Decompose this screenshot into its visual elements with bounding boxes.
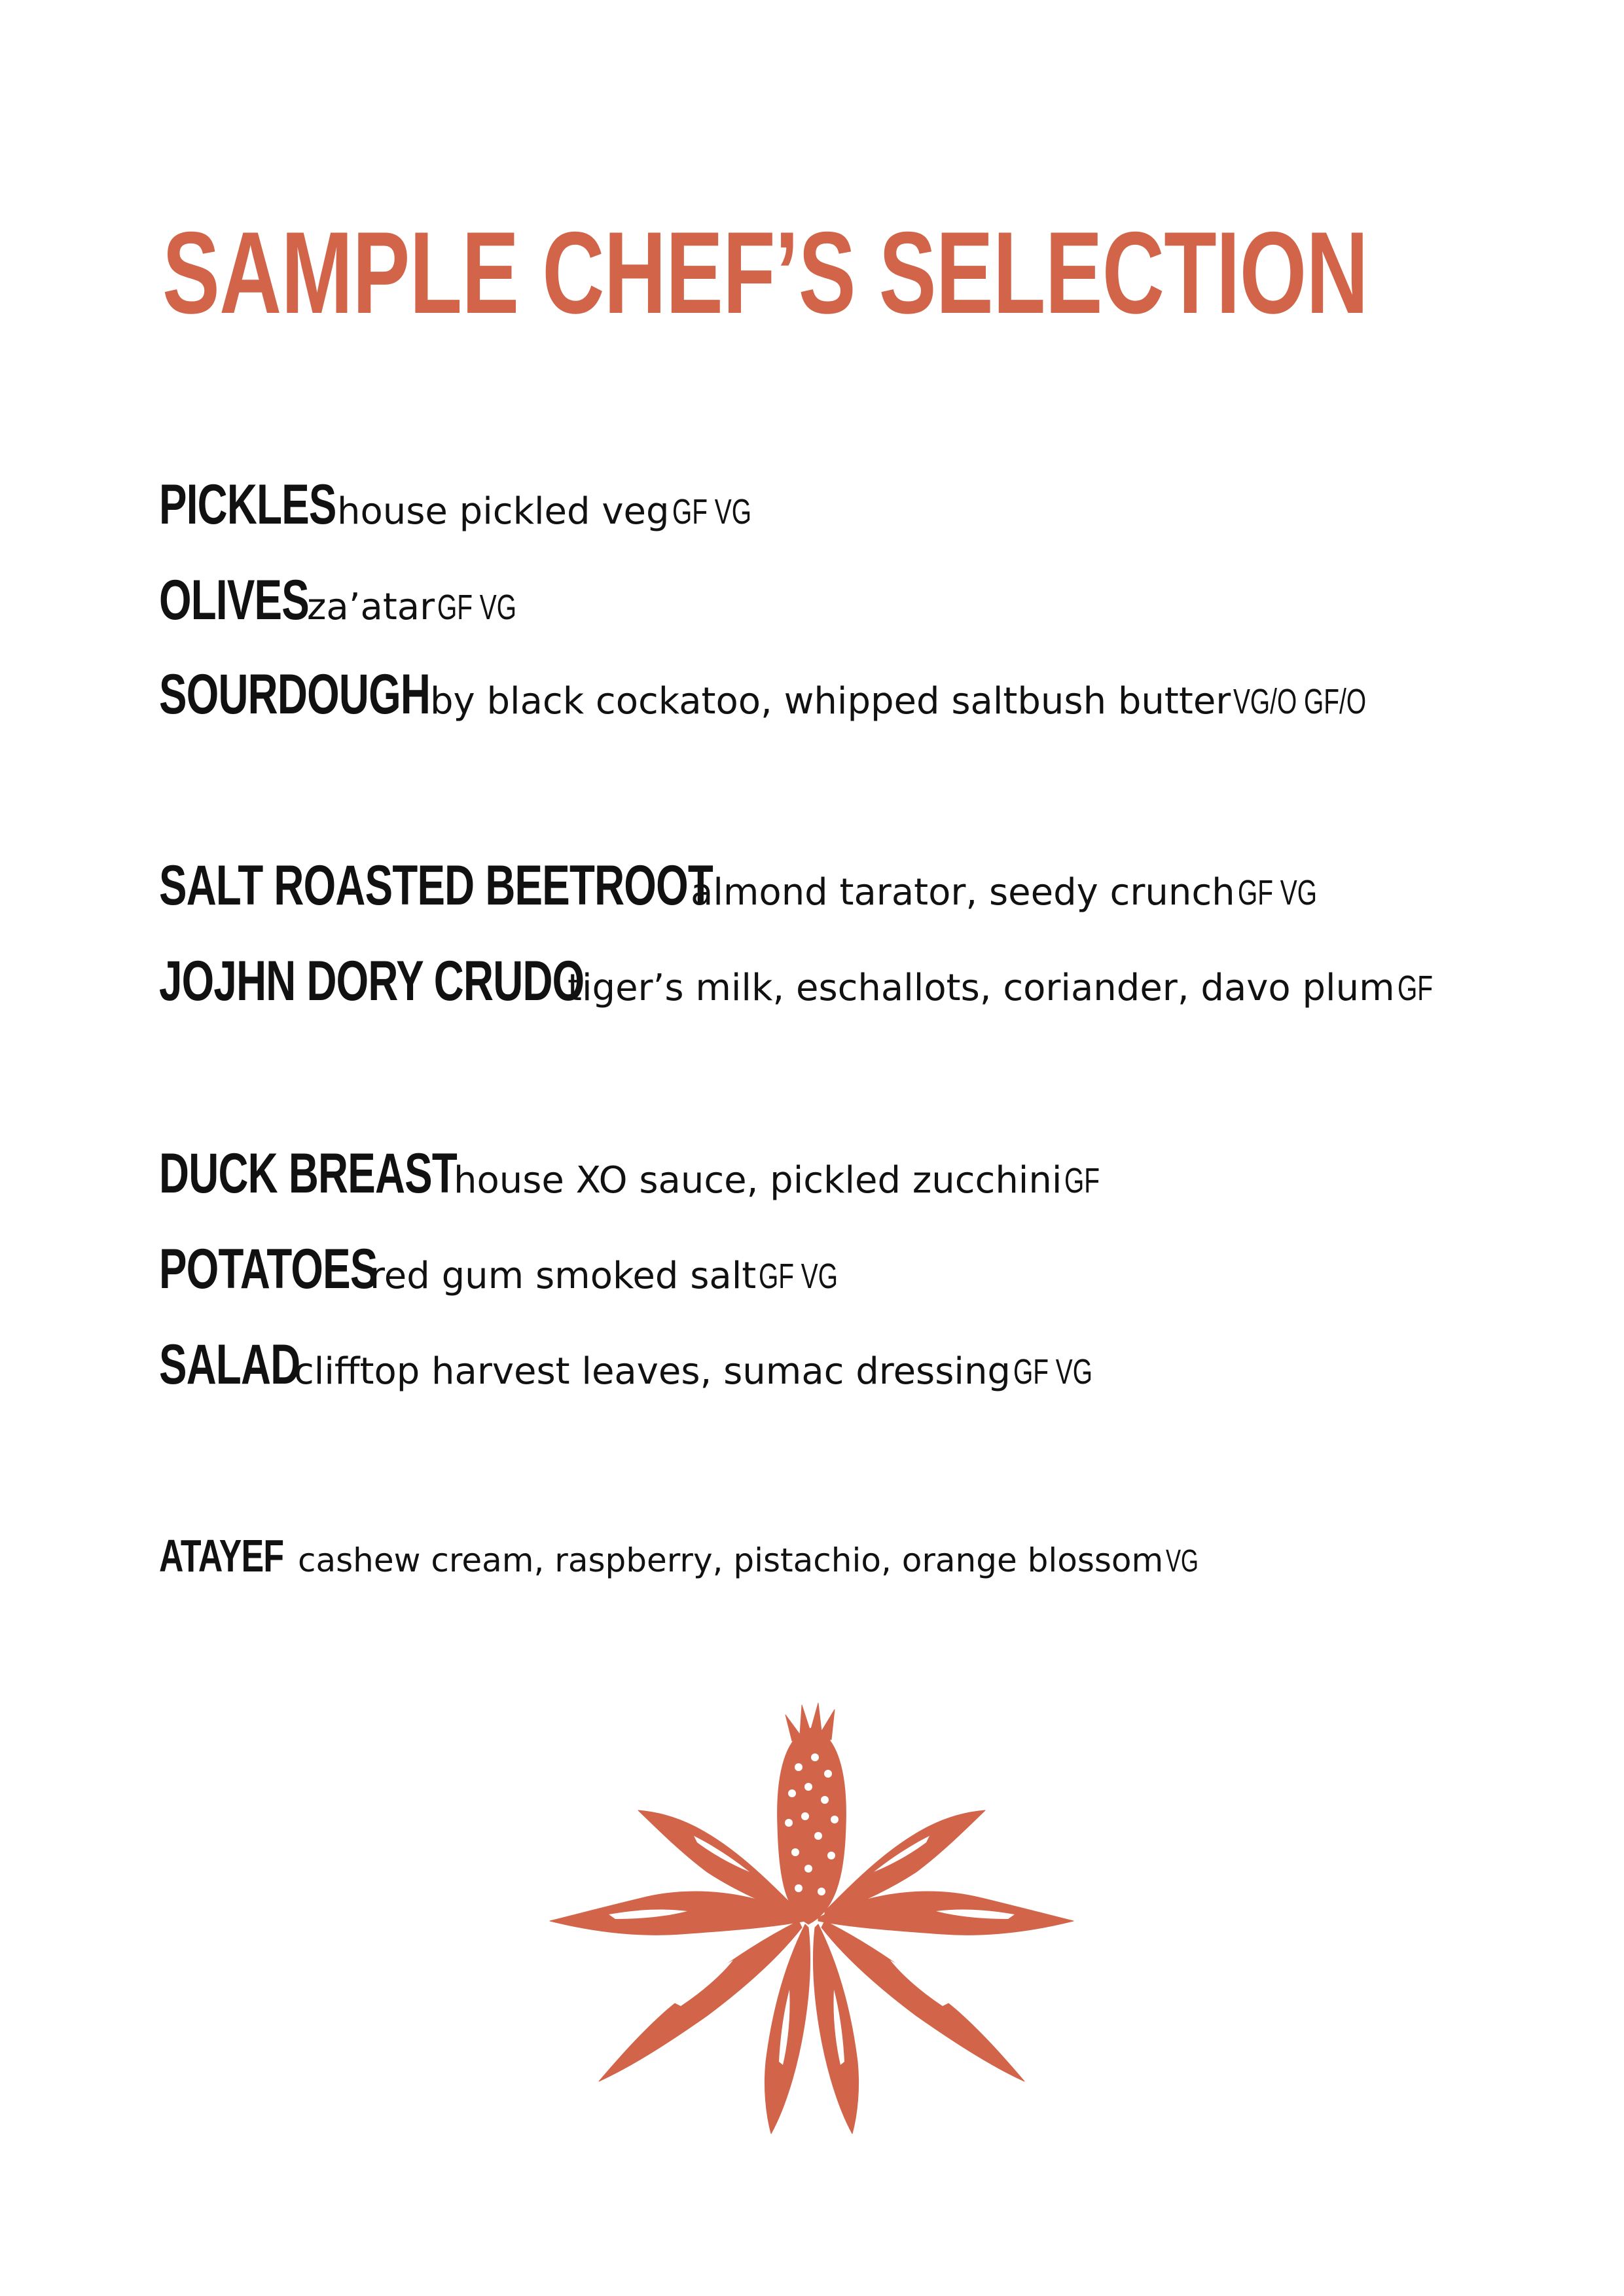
item-description: za’atar [307,586,435,628]
dietary-tags: GF VG [672,492,751,531]
dietary-tags: GF VG [437,588,517,627]
item-description: house pickled veg [337,490,670,533]
menu-item-sourdough [159,663,1418,726]
banksia-flower-icon [478,1695,1146,2140]
menu-item-atayef [159,1530,1212,1581]
item-name: DUCK BREAST [159,1142,458,1205]
page-title: SAMPLE CHEF’S SELECTION [162,207,1368,338]
menu-item-potatoes [159,1238,869,1300]
menu-item-duck-breast [159,1142,1113,1205]
dietary-tags: GF VG [759,1257,839,1296]
dietary-tags: VG/O GF/O [1233,682,1367,721]
dietary-tags: GF VG [1237,873,1317,912]
dietary-tags: GF [1064,1161,1100,1200]
dietary-tags: VG [1166,1544,1199,1579]
item-name: SALT ROASTED BEETROOT [159,854,713,917]
item-name: JOJHN DORY CRUDO [159,950,585,1013]
item-name: ATAYEF [159,1530,284,1581]
menu-item-salad [159,1333,1123,1396]
menu-item-olives [159,569,547,632]
item-name: OLIVES [159,569,309,632]
item-description: house XO sauce, pickled zucchini [454,1159,1062,1202]
menu-item-pickles [159,473,782,536]
menu-item-dory-crudo [159,950,1447,1013]
item-name: PICKLES [159,473,336,536]
item-description: almond tarator, seedy crunch [691,871,1235,914]
item-description: tiger’s milk, eschallots, coriander, davo plum [568,967,1395,1009]
dietary-tags: GF [1397,969,1433,1008]
item-name: POTATOES [159,1238,378,1300]
dietary-tags: GF VG [1013,1352,1092,1391]
item-name: SALAD [159,1333,300,1396]
item-description: clifftop harvest leaves, sumac dressing [294,1350,1011,1393]
item-description: by black cockatoo, whipped saltbush butter [430,680,1231,723]
item-name: SOURDOUGH [159,663,431,726]
item-description: cashew cream, raspberry, pistachio, orange blossom [298,1541,1164,1579]
item-description: red gum smoked salt [370,1255,757,1297]
menu-item-beetroot [159,854,1348,917]
